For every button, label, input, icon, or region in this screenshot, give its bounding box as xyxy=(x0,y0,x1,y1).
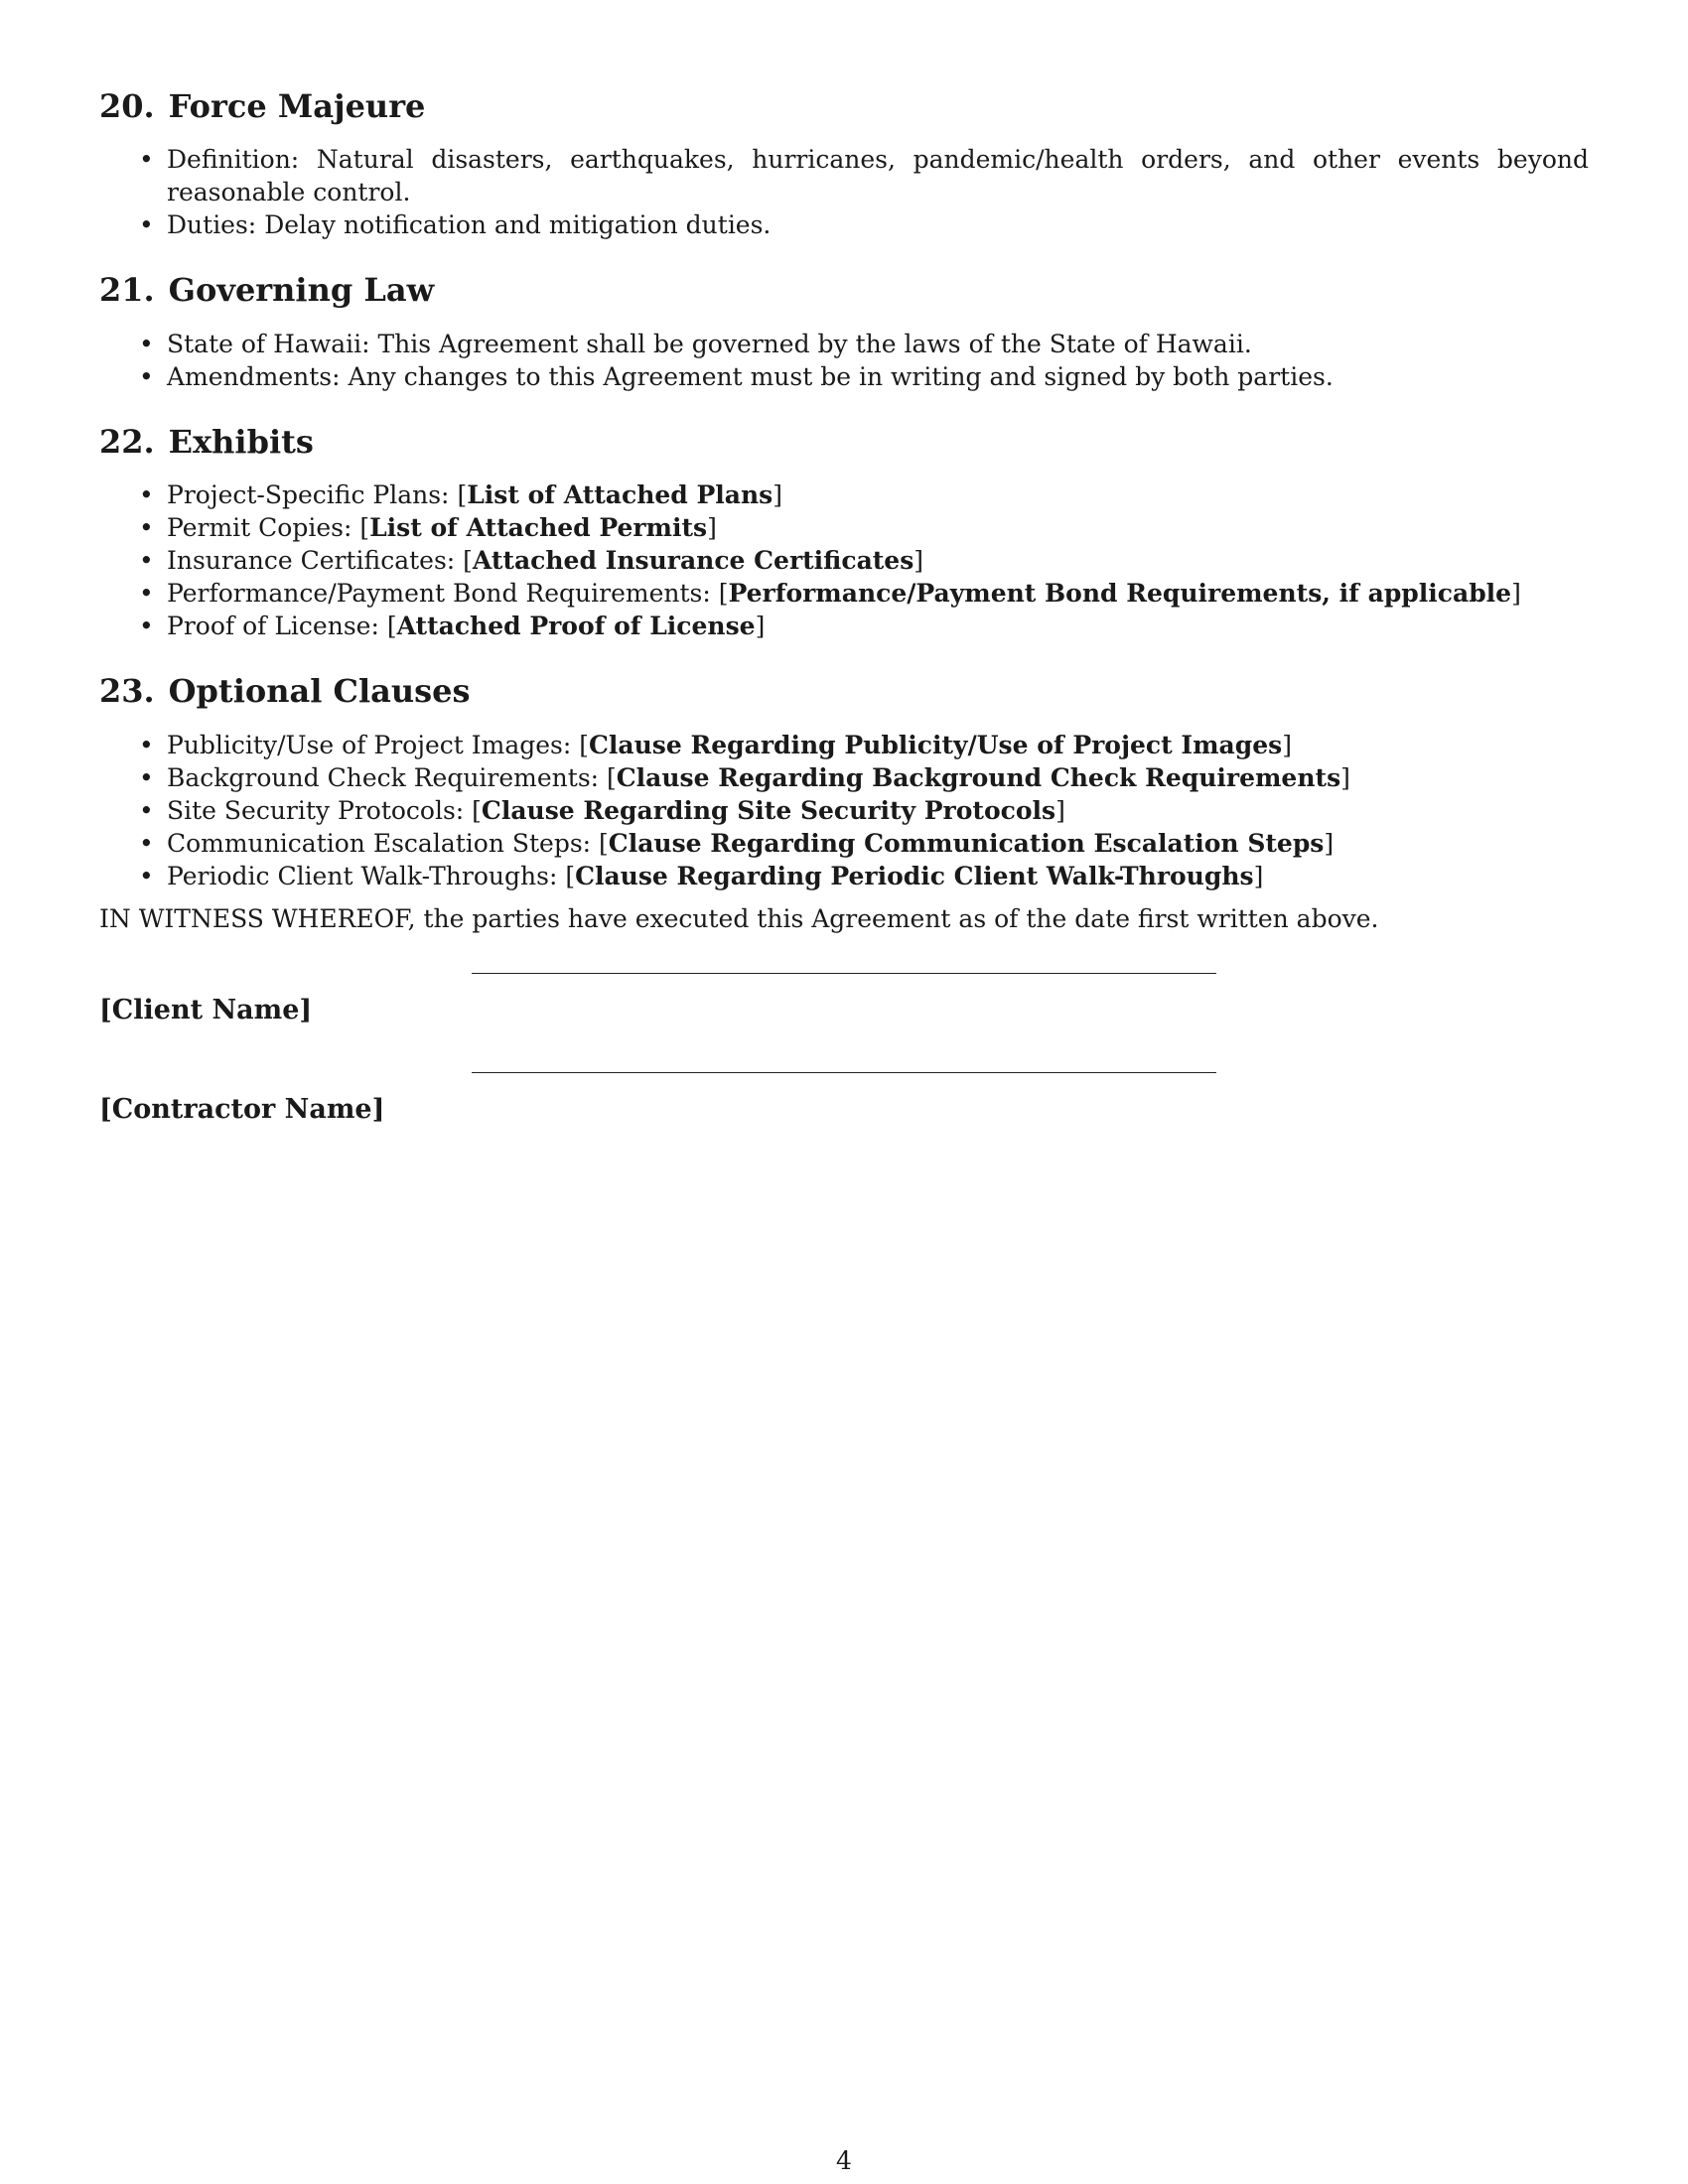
section-title: Force Majeure xyxy=(168,87,426,125)
list-item: • Background Check Requirements: [Clause Regarding Background Check Requirements] xyxy=(167,761,1589,794)
list-item: • Project-Specific Plans: [List of Attached Plans] xyxy=(167,478,1589,511)
section-number: 21. xyxy=(99,271,155,310)
item-text: Any changes to this Agreement must be in writing and signed by both parties. xyxy=(348,361,1334,391)
signature-block-contractor xyxy=(99,1072,1589,1171)
section-title: Exhibits xyxy=(168,422,314,461)
item-label: Project-Specific Plans: xyxy=(167,480,450,510)
signatory-name: [Client Name] xyxy=(99,994,313,1025)
list-item: • Publicity/Use of Project Images: [Clause Regarding Publicity/Use of Project Images] xyxy=(167,729,1589,761)
item-label: Definition: xyxy=(167,145,300,175)
item-label: Performance/Payment Bond Requirements: xyxy=(167,579,711,609)
item-placeholder: Clause Regarding Background Check Requirements xyxy=(616,762,1341,792)
list-item xyxy=(167,143,1589,208)
section-heading xyxy=(99,271,1589,309)
item-text: Natural disasters, earthquakes, hurricanes, pandemic/health orders, and other events beyond reasonable control. xyxy=(167,145,1589,207)
list-item xyxy=(167,360,1589,393)
list-item: • Insurance Certificates: [Attached Insurance Certificates] xyxy=(167,544,1589,577)
signature-line[interactable] xyxy=(472,973,1216,974)
item-placeholder: Clause Regarding Publicity/Use of Project Images xyxy=(589,730,1283,759)
list-item: • Performance/Payment Bond Requirements: [Performance/Payment Bond Requirements, if applicable] xyxy=(167,577,1589,610)
section-number: 23. xyxy=(99,672,155,711)
section-exhibits xyxy=(99,423,1589,642)
list-item: • Periodic Client Walk-Throughs: [Clause Regarding Periodic Client Walk-Throughs] xyxy=(167,860,1589,892)
item-placeholder: Performance/Payment Bond Requirements, if applicable xyxy=(728,579,1512,609)
item-label: Amendments: xyxy=(167,361,341,391)
list-item: • Site Security Protocols: [Clause Regarding Site Security Protocols] xyxy=(167,794,1589,827)
list-item: • Permit Copies: [List of Attached Permits] xyxy=(167,511,1589,544)
list-item: • Communication Escalation Steps: [Clause Regarding Communication Escalation Steps] xyxy=(167,827,1589,860)
witness-statement: IN WITNESS WHEREOF, the parties have executed this Agreement as of the date first written above. xyxy=(99,903,1379,933)
section-heading xyxy=(99,423,1589,461)
item-label: Periodic Client Walk-Throughs: xyxy=(167,861,558,890)
item-label: Background Check Requirements: xyxy=(167,762,600,792)
bullet-list xyxy=(99,478,1589,642)
section-title: Optional Clauses xyxy=(168,672,471,711)
section-optional-clauses xyxy=(99,672,1589,891)
section-number: 20. xyxy=(99,87,155,125)
item-placeholder: Clause Regarding Site Security Protocols xyxy=(481,795,1056,825)
item-placeholder: Attached Insurance Certificates xyxy=(472,546,914,576)
item-placeholder: Clause Regarding Communication Escalation Steps xyxy=(608,828,1325,858)
item-label: Insurance Certificates: xyxy=(167,546,456,576)
signatory-name: [Contractor Name] xyxy=(99,1093,385,1125)
item-placeholder: Attached Proof of License xyxy=(396,612,756,641)
item-label: Publicity/Use of Project Images: xyxy=(167,730,572,759)
item-label: State of Hawaii: xyxy=(167,329,370,358)
item-label: Permit Copies: xyxy=(167,513,352,543)
item-label: Communication Escalation Steps: xyxy=(167,828,592,858)
item-placeholder: Clause Regarding Periodic Client Walk-Throughs xyxy=(575,861,1254,890)
section-heading xyxy=(99,87,1589,125)
section-heading xyxy=(99,672,1589,710)
item-placeholder: List of Attached Plans xyxy=(467,480,774,510)
list-item xyxy=(167,208,1589,241)
item-label: Duties: xyxy=(167,210,257,240)
section-number: 22. xyxy=(99,422,155,461)
item-text: This Agreement shall be governed by the laws of the State of Hawaii. xyxy=(377,329,1252,358)
section-force-majeure xyxy=(99,87,1589,241)
signature-block-client xyxy=(99,973,1589,1072)
item-label: Proof of License: xyxy=(167,612,379,641)
item-text: Delay notification and mitigation duties. xyxy=(264,210,772,240)
bullet-list xyxy=(99,143,1589,241)
page-number: 4 xyxy=(836,2146,852,2175)
section-title: Governing Law xyxy=(168,271,435,310)
contractor-name: Contractor Name xyxy=(111,1093,372,1125)
signature-line[interactable] xyxy=(472,1072,1216,1073)
bullet-list xyxy=(99,729,1589,892)
list-item xyxy=(167,328,1589,360)
item-placeholder: List of Attached Permits xyxy=(369,513,708,543)
item-label: Site Security Protocols: xyxy=(167,795,465,825)
list-item: • Proof of License: [Attached Proof of License] xyxy=(167,610,1589,642)
client-name: Client Name xyxy=(111,994,300,1025)
bullet-list xyxy=(99,328,1589,393)
section-governing-law xyxy=(99,271,1589,392)
document-page xyxy=(99,87,1589,1171)
